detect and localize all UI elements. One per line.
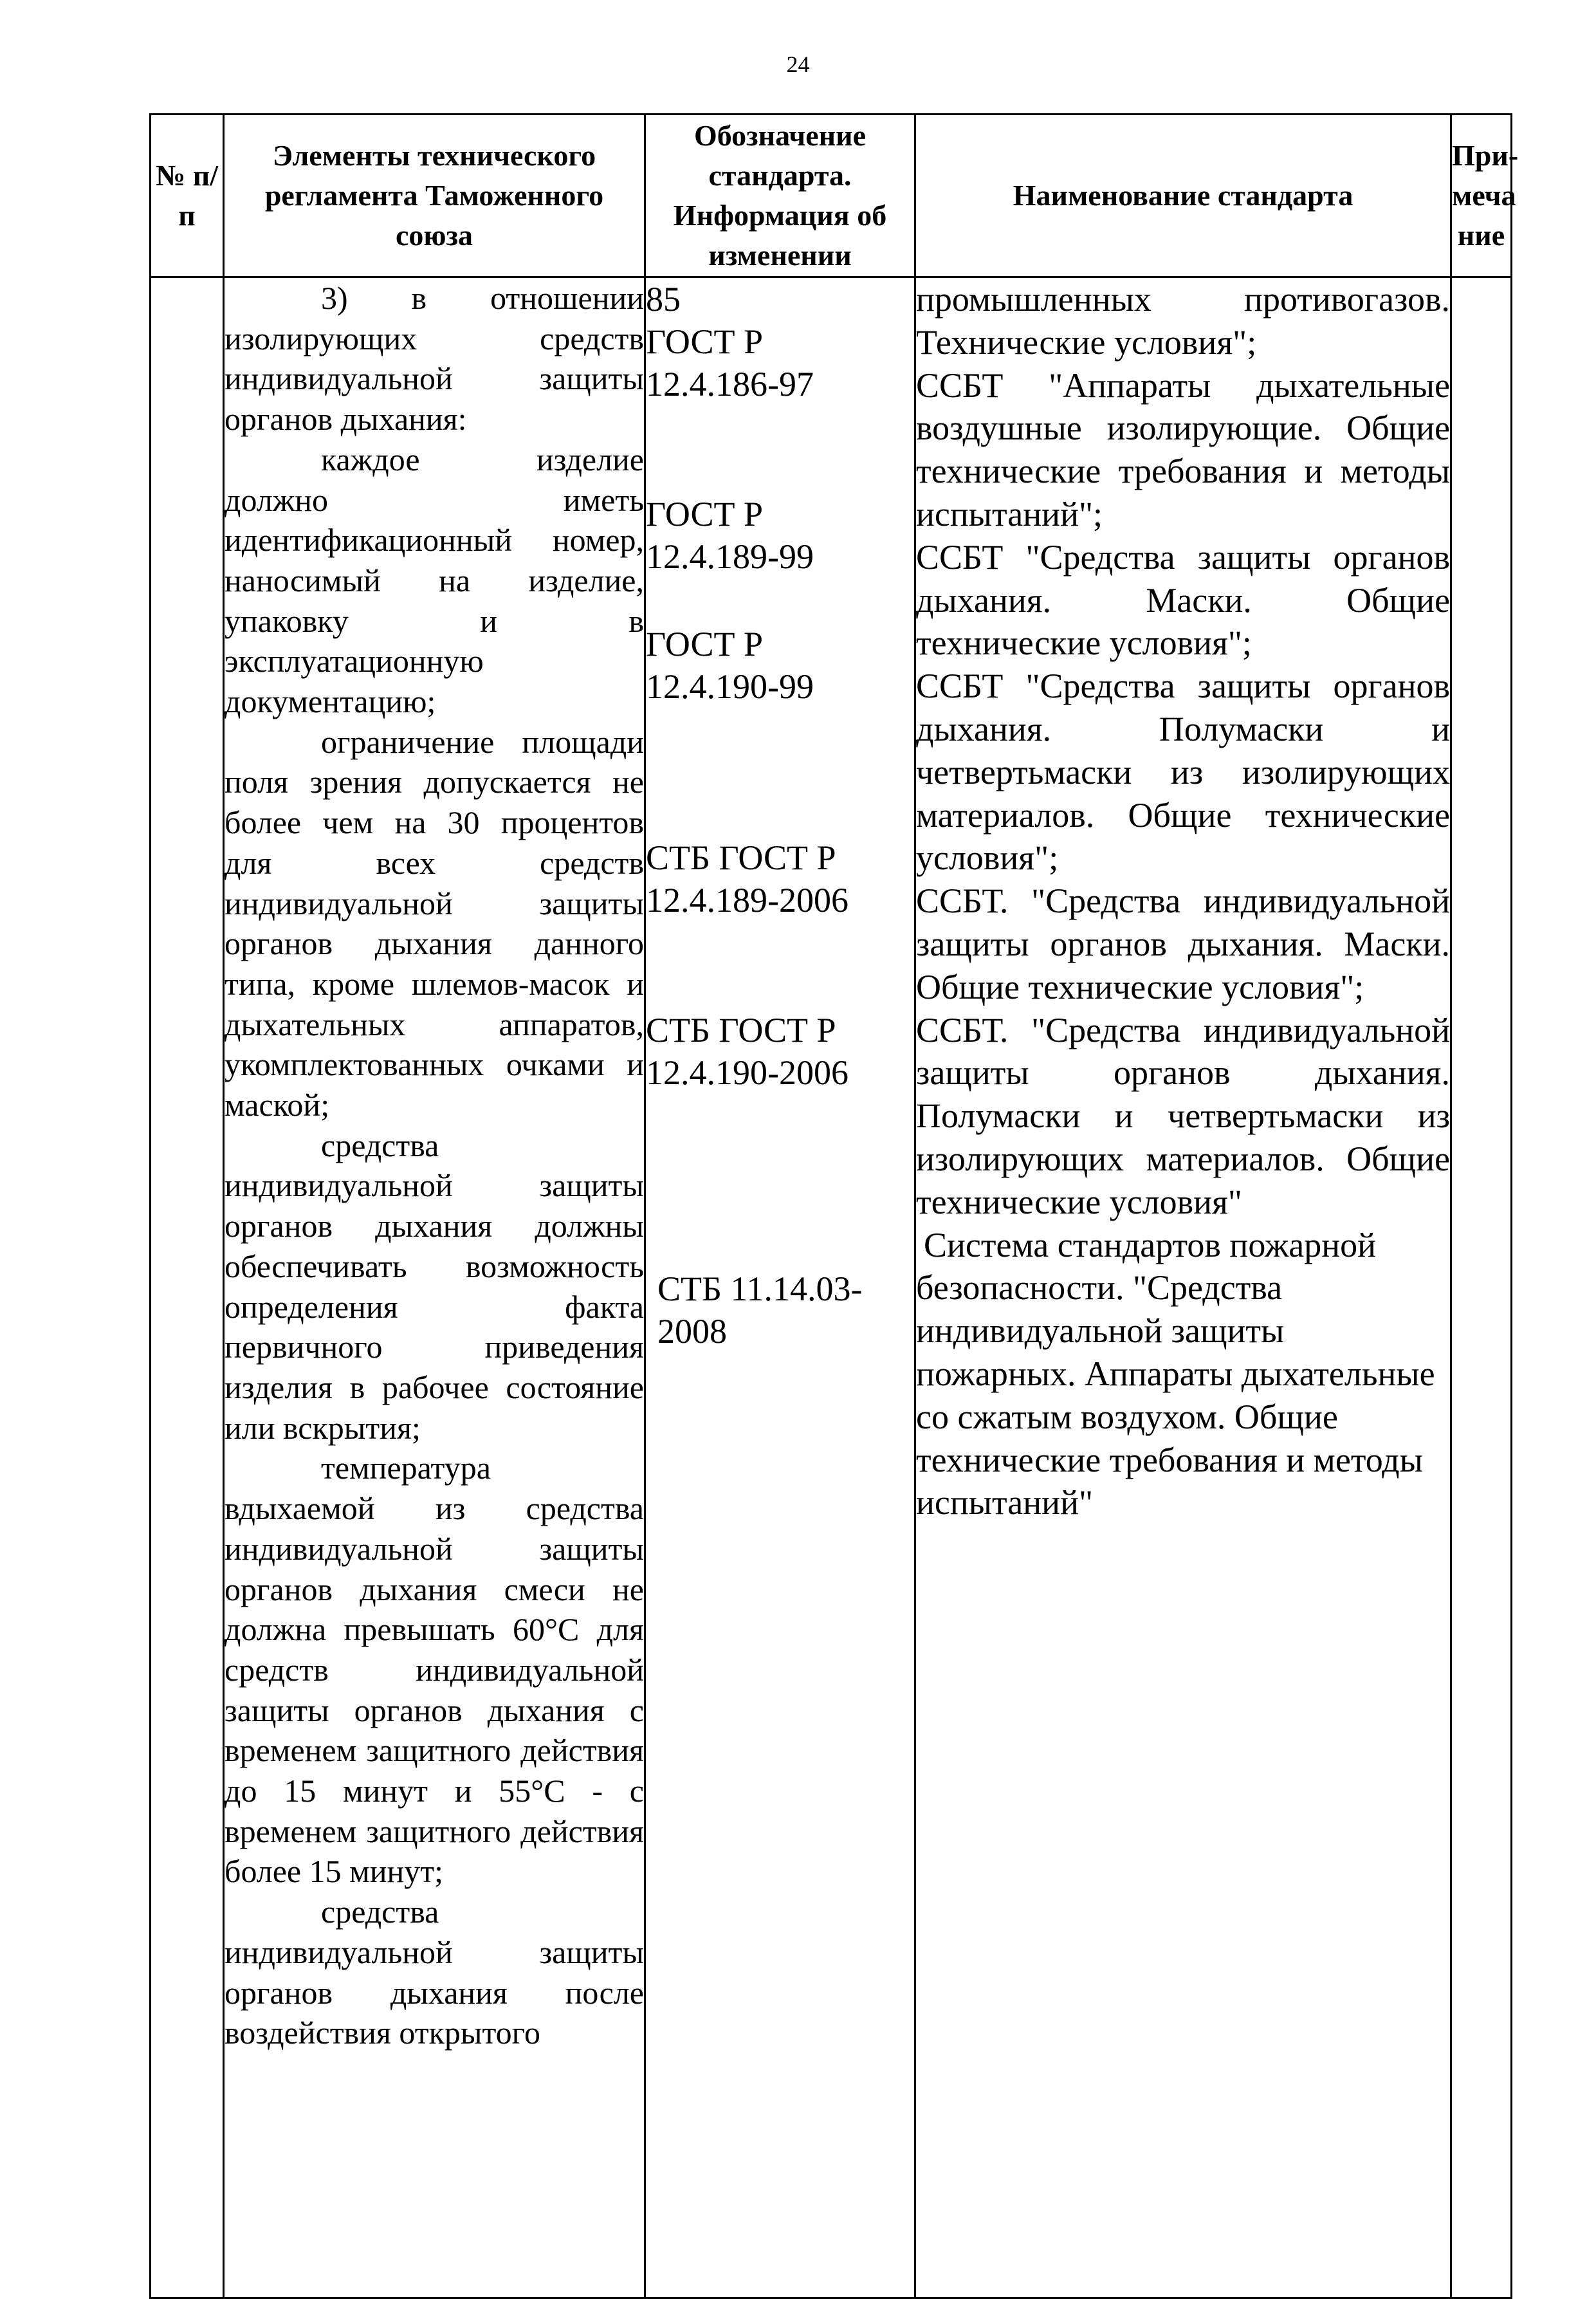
header-note: При-меча ние (1451, 115, 1512, 277)
standard-name: Система стандартов пожарной безопасности. "Средства индивидуальной защиты пожарных. Аппараты дыхательные со сжатым воздухом. Общие технические требования и методы испытаний" (916, 1225, 1435, 1522)
standard-name: ССБТ "Аппараты дыхательные воздушные изолирующие. Общие технические требования и методы испытаний"; (916, 365, 1450, 533)
cell-num (151, 277, 224, 2298)
standard-name: ССБТ. "Средства индивидуальной защиты органов дыхания. Полумаски и четвертьмаски из изолирующих материалов. Общие технические условия" (916, 1010, 1450, 1221)
elements-paragraph: каждое изделие должно иметь идентификационный номер, наносимый на изделие, упаковку и в эксплуатационную документацию; (225, 441, 644, 720)
designation-code: СТБ ГОСТ Р 12.4.189-2006 (646, 838, 848, 919)
standard-name: промышленных противогазов. Технические условия"; (916, 280, 1450, 362)
page-number: 24 (786, 51, 810, 77)
designation-code: СТБ 11.14.03-2008 (657, 1270, 863, 1351)
designation-code: ГОСТ Р 12.4.190-99 (646, 625, 814, 706)
cell-elements (224, 277, 645, 2298)
header-designation: Обозначение стандарта. Информация об изменении (645, 115, 915, 277)
table-row (151, 277, 1512, 2298)
table-header-row (151, 115, 1512, 277)
designation-code: ГОСТ Р 12.4.189-99 (646, 495, 814, 576)
designation-code: СТБ ГОСТ Р 12.4.190-2006 (646, 1011, 848, 1092)
elements-paragraph: ограничение площади поля зрения допускается не более чем на 30 процентов для всех средств индивидуальной защиты органов дыхания данного типа, кроме шлемов-масок и дыхательных аппаратов, укомплектованных очками и маской; (225, 723, 644, 1123)
cell-note (1451, 277, 1512, 2298)
standards-table (149, 113, 1519, 2299)
elements-paragraph: средства индивидуальной защиты органов дыхания должны обеспечивать возможность определения факта первичного приведения изделия в рабочее состояние или вскрытия; (225, 1127, 644, 1446)
standard-name: ССБТ "Средства защиты органов дыхания. Маски. Общие технические условия"; (916, 537, 1450, 663)
designation-code: ГОСТ Р 12.4.186-97 (646, 322, 814, 403)
cell-designations (645, 277, 915, 2298)
elements-paragraph: 3) в отношении изолирующих средств индивидуальной защиты органов дыхания: (225, 280, 644, 438)
header-name: Наименование стандарта (915, 115, 1451, 277)
cell-names (915, 277, 1451, 2298)
header-num: № п/п (151, 115, 224, 277)
standard-name: ССБТ "Средства защиты органов дыхания. Полумаски и четвертьмаски из изолирующих материалов. Общие технические условия"; (916, 667, 1450, 878)
elements-paragraph: средства индивидуальной защиты органов дыхания после воздействия открытого (225, 1894, 644, 2051)
standard-name: ССБТ. "Средства индивидуальной защиты органов дыхания. Маски. Общие технические условия"; (916, 882, 1450, 1006)
elements-paragraph: температура вдыхаемой из средства индивидуальной защиты органов дыхания смеси не должна превышать 60°С для средств индивидуальной защиты органов дыхания с временем защитного действия до 15 минут и 55°С - с временем защитного действия более 15 минут; (225, 1450, 644, 1890)
designation-code: 85 (646, 280, 681, 319)
header-elements: Элементы технического регламента Таможенного союза (224, 115, 645, 277)
